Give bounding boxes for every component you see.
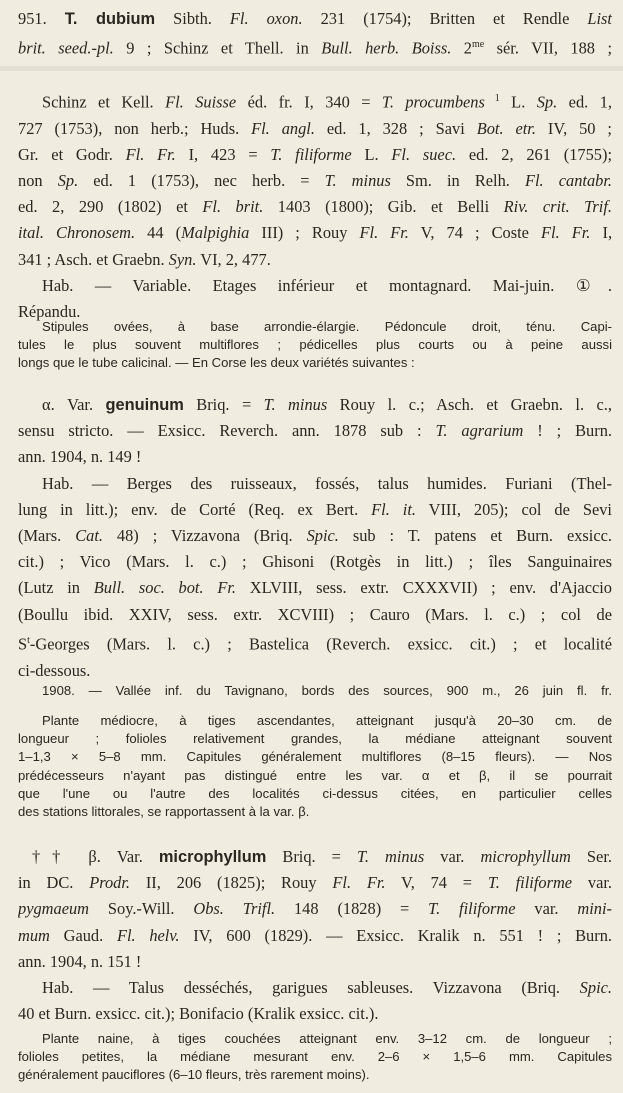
beta-notes-2: folioles petites, la médiane mesurant env. 2–6 × 1,5–6 mm. Capitules [18, 1049, 612, 1065]
beta-notes-3: généralement pauciflores (6–10 fleurs, très rarement moins). [18, 1067, 370, 1083]
variety-alpha [18, 392, 612, 684]
syn-line-6: ital. Chronosem. 44 (Malpighia III) ; Rouy Fl. Fr. V, 74 ; Coste Fl. Fr. I, [18, 223, 612, 243]
desc-line-2: tules le plus souvent multiflores ; pédicelles plus courts ou à peine aussi [18, 337, 612, 353]
alpha-hab-7: $S^t$-Georges (Mars. l. c.) ; Bastelica (Reverch. exsicc. cit.) ; et localité [18, 634, 612, 654]
desc-line-3: longs que le tube calicinal. — En Corse les deux variétés suivantes : [18, 355, 415, 371]
alpha-hab-8: ci-dessous. [18, 660, 91, 680]
alpha-hab-1: Hab. — Berges des ruisseaux, fossés, talus humides. Furiani (Thel- [42, 473, 612, 493]
hab-line-2: Répandu. [18, 302, 81, 322]
notes-line-2: longueur ; folioles relativement grandes, la médiane atteignant souvent [18, 731, 612, 747]
beta-line-4: mum Gaud. Fl. helv. IV, 600 (1829). — Exsicc. Kralik n. 551 ! ; Burn. [18, 925, 612, 945]
alpha-hab-5: (Lutz in Bull. soc. bot. Fr. XLVIII, sess. extr. CXXXVII) ; env. d'Ajaccio [18, 578, 612, 598]
alpha-line-1: α. Var. genuinum Briq. = T. minus Rouy l. c.; Asch. et Graebn. l. c., [42, 395, 612, 414]
notes-line-1: Plante médiocre, à tiges ascendantes, atteignant jusqu'à 20–30 cm. de [42, 713, 612, 728]
variety-beta [18, 844, 612, 1027]
alpha-line-2: sensu stricto. — Exsicc. Reverch. ann. 1878 sub : T. agrarium ! ; Burn. [18, 421, 612, 441]
notes-line-6: des stations littorales, se rapportassent à la var. β. [18, 804, 310, 820]
description [18, 318, 612, 373]
alpha-hab-3: (Mars. Cat. 48) ; Vizzavona (Briq. Spic. sub : T. patens et Burn. exsicc. [18, 526, 612, 546]
syn-line-3: Gr. et Godr. Fl. Fr. I, 423 = T. filiforme L. Fl. suec. ed. 2, 261 (1755); [18, 144, 612, 164]
species-header [18, 6, 612, 62]
hab-line-1: Hab. — Variable. Etages inférieur et montagnard. Mai-juin. ①. [42, 275, 612, 295]
notes-line-3: 1–1,3 × 5–8 mm. Capitules généralement multiflores (8–15 fleurs). — Nos [18, 749, 612, 765]
beta-hab-1: Hab. — Talus desséchés, garigues sableuses. Vizzavona (Briq. Spic. [42, 978, 612, 998]
alpha-hab-6: (Boullu ibid. XXIV, sess. extr. XCVIII) ; Cauro (Mars. l. c.) ; col de [18, 604, 612, 624]
beta-line-2: in DC. Prodr. II, 206 (1825); Rouy Fl. Fr. V, 74 = T. filiforme var. [18, 873, 612, 893]
plant-notes [18, 712, 612, 821]
syn-line-2: 727 (1753), non herb.; Huds. Fl. angl. ed. 1, 328 ; Savi Bot. etr. IV, 50 ; [18, 118, 612, 138]
syn-line-5: ed. 2, 290 (1802) et Fl. brit. 1403 (1800); Gib. et Belli Riv. crit. Trif. [18, 197, 612, 217]
notes-line-4: prédécesseurs n'ayant pas distingué entre les var. α et β, il se pourrait [18, 767, 612, 783]
syn-line-1: Schinz et Kell. Fl. Suisse éd. fr. I, 340 = T. procumbens $^1$ L. Sp. ed. 1, [42, 92, 612, 112]
collection-1908 [18, 682, 612, 700]
beta-line-1: †† β. Var. microphyllum Briq. = T. minus var. microphyllum Ser. [32, 847, 612, 866]
syn-line-7: 341 ; Asch. et Graebn. Syn. VI, 2, 477. [18, 249, 271, 269]
alpha-hab-2: lung in litt.); env. de Corté (Req. ex Bert. Fl. it. VIII, 205); col de Sevi [18, 499, 612, 519]
beta-notes [18, 1030, 612, 1085]
beta-notes-1: Plante naine, à tiges couchées atteignant env. 3–12 cm. de longueur ; [42, 1031, 612, 1046]
header-line-2: brit. seed.-pl. 9 ; Schinz et Thell. in Bull. herb. Boiss. $2^{me}$ sér. VII, 188 ; [18, 38, 612, 58]
synonymy [18, 86, 612, 325]
alpha-line-3: ann. 1904, n. 149 ! [18, 447, 142, 467]
coll-line: 1908. — Vallée inf. du Tavignano, bords des sources, 900 m., 26 juin fl. fr. [42, 683, 612, 698]
header-line-1: 951. T. dubium Sibth. Fl. oxon. 231 (1754); Britten et Rendle List [18, 9, 612, 28]
scan-strip [0, 66, 623, 71]
notes-line-5: que l'une ou l'autre des localités ci-dessus citées, en particulier celles [18, 785, 612, 801]
syn-line-4: non Sp. ed. 1 (1753), nec herb. = T. minus Sm. in Relh. Fl. cantabr. [18, 171, 612, 191]
beta-line-5: ann. 1904, n. 151 ! [18, 951, 142, 971]
desc-line-1: Stipules ovées, à base arrondie-élargie. Pédoncule droit, ténu. Capi- [42, 319, 612, 334]
alpha-hab-4: cit.) ; Vico (Mars. l. c.) ; Ghisoni (Rotgès in litt.) ; îles Sanguinaires [18, 552, 612, 572]
beta-hab-2: 40 et Burn. exsicc. cit.); Bonifacio (Kralik exsicc. cit.). [18, 1004, 379, 1024]
beta-line-3: pygmaeum Soy.-Will. Obs. Trifl. 148 (1828) = T. filiforme var. mini- [18, 899, 612, 919]
